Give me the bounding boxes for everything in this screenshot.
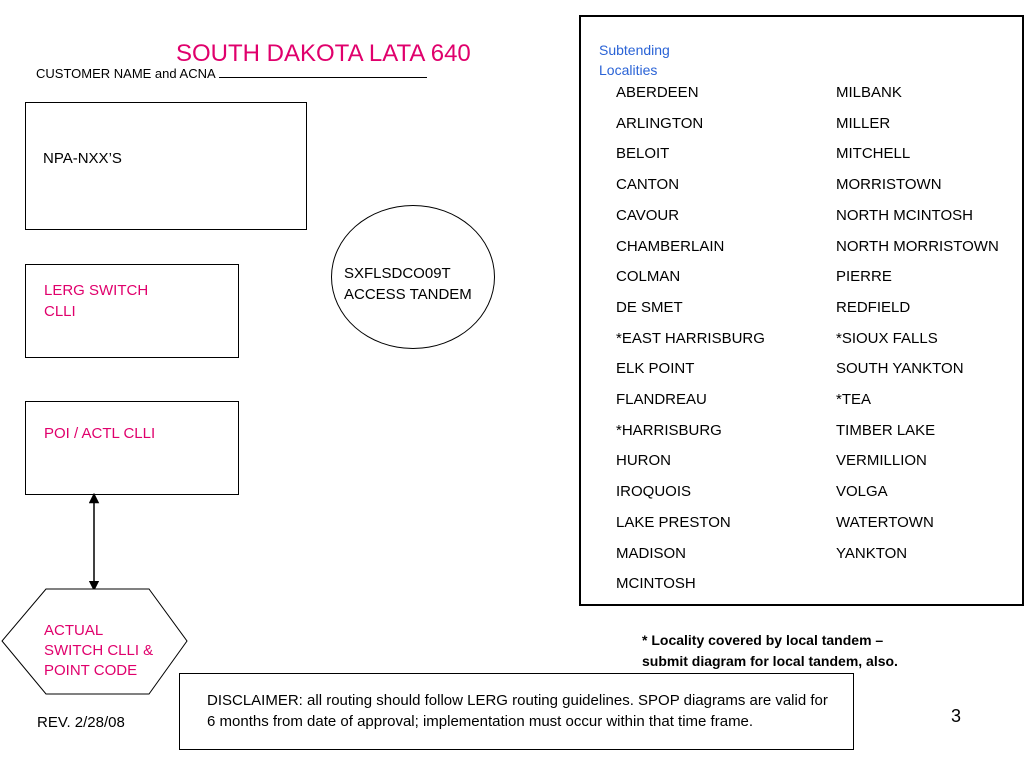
locality-item: MILLER [836,114,891,132]
lerg-switch-box [25,264,239,358]
locality-item: SOUTH YANKTON [836,360,964,378]
revision-date: REV. 2/28/08 [37,714,125,731]
customer-label: CUSTOMER NAME and ACNA [36,66,216,81]
locality-item: MORRISTOWN [836,176,942,194]
locality-item: CAVOUR [616,206,680,224]
localities-heading [599,40,670,80]
actual-switch-line3: POINT CODE [44,662,138,679]
locality-item: *TEA [836,391,872,408]
actual-switch-line2: SWITCH CLLI & [44,642,154,659]
locality-item: VERMILLION [836,452,927,470]
disclaimer-text: DISCLAIMER: all routing should follow LERG routing guidelines. SPOP diagrams are valid for 6 months from date of approval; implementation must occur within that time frame. [207,692,828,730]
locality-item: PIERRE [836,268,892,286]
npa-nxx-label: NPA-NXX’S [43,150,122,167]
lerg-switch-line2: CLLI [44,303,76,320]
locality-item: LAKE PRESTON [616,513,731,531]
locality-item: IROQUOIS [616,483,692,501]
locality-item: NORTH MCINTOSH [836,206,973,224]
locality-item: ABERDEEN [616,84,699,101]
locality-item: DE SMET [616,298,683,316]
tandem-type: ACCESS TANDEM [344,286,472,303]
lerg-switch-line1: LERG SWITCH [44,282,149,299]
locality-item: YANKTON [836,544,908,562]
page-number: 3 [951,706,962,726]
locality-item: MILBANK [836,84,902,101]
locality-item: ELK POINT [616,360,695,378]
access-tandem-label [344,263,472,305]
locality-item: *SIOUX FALLS [836,329,938,347]
locality-item: MCINTOSH [616,575,696,593]
actual-switch-line1: ACTUAL [44,622,104,639]
locality-item: MADISON [616,544,687,562]
locality-item: BELOIT [616,145,670,163]
actual-switch-label [44,621,153,681]
tandem-clli: SXFLSDCO09T [344,265,451,282]
locality-item: CANTON [616,176,680,194]
locality-item: FLANDREAU [616,391,707,408]
locality-item: MITCHELL [836,145,911,163]
locality-item: *EAST HARRISBURG [616,329,765,347]
poi-actl-label: POI / ACTL CLLI [44,425,156,442]
locality-item: HURON [616,452,671,470]
page-title: SOUTH DAKOTA LATA 640 [176,40,471,67]
locality-item: REDFIELD [836,298,911,316]
npa-nxx-box [25,102,307,230]
note-line2: submit diagram for local tandem, also. [642,653,898,669]
localities-heading-line1: Subtending [599,42,670,58]
locality-item: TIMBER LAKE [836,421,936,439]
lerg-switch-label [44,280,148,322]
poi-actl-box [25,401,239,495]
local-tandem-note [642,630,898,672]
customer-name-acna [36,66,427,81]
locality-item: CHAMBERLAIN [616,237,725,255]
locality-item: *HARRISBURG [616,421,722,439]
locality-item: COLMAN [616,268,681,286]
locality-item: WATERTOWN [836,513,934,531]
localities-heading-line2: Localities [599,62,658,78]
locality-item: NORTH MORRISTOWN [836,237,999,255]
locality-item: ARLINGTON [616,114,704,132]
locality-item: VOLGA [836,483,888,501]
note-line1: * Locality covered by local tandem – [642,632,884,648]
customer-blank-line [219,66,427,78]
